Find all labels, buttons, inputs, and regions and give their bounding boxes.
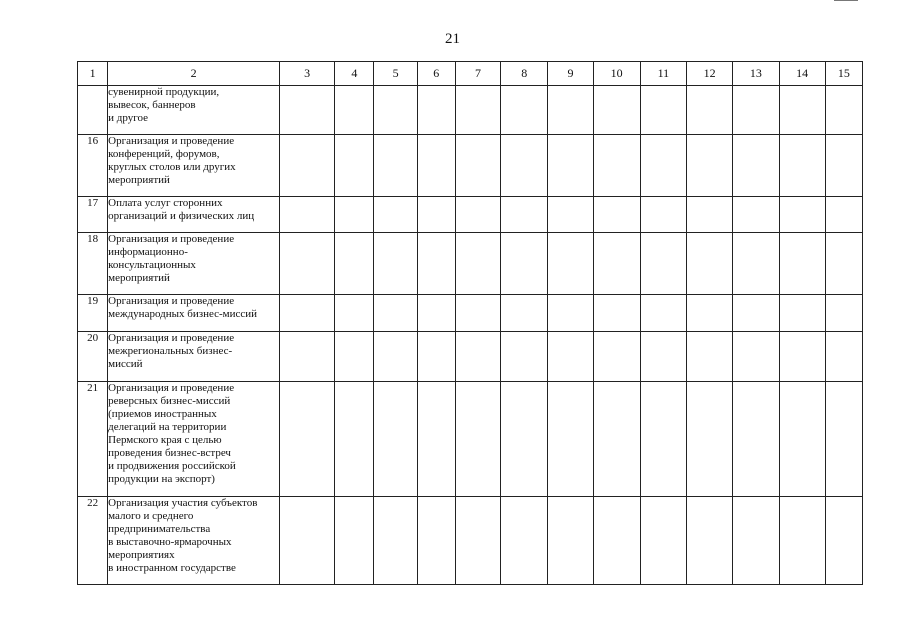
empty-cell: [733, 497, 779, 585]
empty-cell: [593, 332, 640, 382]
empty-cell: [455, 135, 500, 197]
row-number: 19: [78, 295, 108, 332]
data-table: [77, 61, 863, 585]
empty-cell: [825, 332, 862, 382]
empty-cell: [548, 497, 593, 585]
column-header: 7: [455, 62, 500, 86]
empty-cell: [501, 86, 548, 135]
empty-cell: [417, 233, 455, 295]
empty-cell: [593, 497, 640, 585]
row-number: 16: [78, 135, 108, 197]
row-description: Оплата услуг сторонних организаций и физических лиц: [108, 197, 280, 233]
empty-cell: [417, 197, 455, 233]
empty-cell: [417, 497, 455, 585]
empty-cell: [548, 86, 593, 135]
table-row: [78, 135, 863, 197]
empty-cell: [417, 86, 455, 135]
empty-cell: [687, 86, 733, 135]
empty-cell: [733, 332, 779, 382]
column-header: 2: [108, 62, 280, 86]
empty-cell: [733, 86, 779, 135]
empty-cell: [825, 135, 862, 197]
row-number: 17: [78, 197, 108, 233]
column-header: 3: [280, 62, 335, 86]
empty-cell: [593, 135, 640, 197]
column-header: 9: [548, 62, 593, 86]
empty-cell: [687, 295, 733, 332]
empty-cell: [374, 497, 417, 585]
column-header: 14: [779, 62, 825, 86]
column-header: 5: [374, 62, 417, 86]
row-number: 21: [78, 382, 108, 497]
empty-cell: [335, 86, 374, 135]
empty-cell: [417, 382, 455, 497]
empty-cell: [280, 332, 335, 382]
empty-cell: [335, 135, 374, 197]
empty-cell: [733, 233, 779, 295]
empty-cell: [280, 382, 335, 497]
empty-cell: [374, 295, 417, 332]
empty-cell: [640, 332, 686, 382]
table-row: [78, 382, 863, 497]
empty-cell: [825, 382, 862, 497]
empty-cell: [280, 497, 335, 585]
empty-cell: [501, 135, 548, 197]
empty-cell: [455, 197, 500, 233]
row-description: Организация и проведение реверсных бизнес-миссий (приемов иностранных делегаций на территории Пермского края с целью проведения бизнес-встреч и продвижения российской продукции на экспорт): [108, 382, 280, 497]
empty-cell: [687, 332, 733, 382]
empty-cell: [640, 233, 686, 295]
row-description: сувенирной продукции, вывесок, баннеров и другое: [108, 86, 280, 135]
column-header: 11: [640, 62, 686, 86]
empty-cell: [455, 332, 500, 382]
column-header: 8: [501, 62, 548, 86]
row-description: Организация и проведение конференций, форумов, круглых столов или других мероприятий: [108, 135, 280, 197]
column-header: 15: [825, 62, 862, 86]
empty-cell: [335, 332, 374, 382]
empty-cell: [593, 197, 640, 233]
empty-cell: [417, 295, 455, 332]
empty-cell: [501, 382, 548, 497]
empty-cell: [779, 233, 825, 295]
empty-cell: [593, 382, 640, 497]
empty-cell: [548, 295, 593, 332]
empty-cell: [825, 233, 862, 295]
empty-cell: [640, 86, 686, 135]
empty-cell: [687, 497, 733, 585]
empty-cell: [374, 86, 417, 135]
empty-cell: [417, 135, 455, 197]
column-header: 1: [78, 62, 108, 86]
empty-cell: [687, 382, 733, 497]
column-header: 13: [733, 62, 779, 86]
empty-cell: [335, 233, 374, 295]
empty-cell: [640, 382, 686, 497]
empty-cell: [733, 197, 779, 233]
empty-cell: [779, 295, 825, 332]
empty-cell: [779, 497, 825, 585]
empty-cell: [280, 197, 335, 233]
table-row: [78, 197, 863, 233]
empty-cell: [374, 233, 417, 295]
table-row: [78, 233, 863, 295]
empty-cell: [455, 233, 500, 295]
empty-cell: [501, 332, 548, 382]
empty-cell: [687, 135, 733, 197]
empty-cell: [825, 197, 862, 233]
empty-cell: [593, 233, 640, 295]
row-description: Организация участия субъектов малого и среднего предпринимательства в выставочно-ярмарочных мероприятиях в иностранном государстве: [108, 497, 280, 585]
column-header: 4: [335, 62, 374, 86]
empty-cell: [501, 197, 548, 233]
empty-cell: [733, 382, 779, 497]
empty-cell: [733, 135, 779, 197]
empty-cell: [825, 497, 862, 585]
scan-edge-mark: [834, 0, 858, 1]
row-number: 18: [78, 233, 108, 295]
empty-cell: [501, 497, 548, 585]
empty-cell: [733, 295, 779, 332]
column-header: 12: [687, 62, 733, 86]
empty-cell: [501, 295, 548, 332]
page-number: 21: [445, 31, 460, 47]
table-row: [78, 332, 863, 382]
table-row: [78, 295, 863, 332]
row-description: Организация и проведение информационно- консультационных мероприятий: [108, 233, 280, 295]
empty-cell: [335, 382, 374, 497]
empty-cell: [593, 295, 640, 332]
empty-cell: [280, 86, 335, 135]
empty-cell: [374, 135, 417, 197]
empty-cell: [280, 295, 335, 332]
header-row: [78, 62, 863, 86]
empty-cell: [825, 295, 862, 332]
empty-cell: [455, 86, 500, 135]
column-header: 10: [593, 62, 640, 86]
empty-cell: [374, 197, 417, 233]
empty-cell: [640, 197, 686, 233]
empty-cell: [640, 497, 686, 585]
empty-cell: [548, 197, 593, 233]
table-row: [78, 497, 863, 585]
empty-cell: [374, 382, 417, 497]
empty-cell: [640, 295, 686, 332]
empty-cell: [374, 332, 417, 382]
empty-cell: [335, 295, 374, 332]
empty-cell: [548, 332, 593, 382]
empty-cell: [417, 332, 455, 382]
empty-cell: [687, 233, 733, 295]
empty-cell: [548, 135, 593, 197]
empty-cell: [335, 197, 374, 233]
empty-cell: [455, 295, 500, 332]
empty-cell: [280, 135, 335, 197]
row-description: Организация и проведение межрегиональных бизнес- миссий: [108, 332, 280, 382]
empty-cell: [455, 497, 500, 585]
row-number: 20: [78, 332, 108, 382]
empty-cell: [779, 382, 825, 497]
row-number: 22: [78, 497, 108, 585]
empty-cell: [593, 86, 640, 135]
table-row: [78, 86, 863, 135]
empty-cell: [280, 233, 335, 295]
empty-cell: [779, 135, 825, 197]
empty-cell: [779, 197, 825, 233]
empty-cell: [455, 382, 500, 497]
empty-cell: [825, 86, 862, 135]
row-number: [78, 86, 108, 135]
empty-cell: [687, 197, 733, 233]
row-description: Организация и проведение международных бизнес-миссий: [108, 295, 280, 332]
empty-cell: [548, 233, 593, 295]
empty-cell: [548, 382, 593, 497]
column-header: 6: [417, 62, 455, 86]
empty-cell: [501, 233, 548, 295]
empty-cell: [335, 497, 374, 585]
empty-cell: [779, 332, 825, 382]
empty-cell: [779, 86, 825, 135]
empty-cell: [640, 135, 686, 197]
